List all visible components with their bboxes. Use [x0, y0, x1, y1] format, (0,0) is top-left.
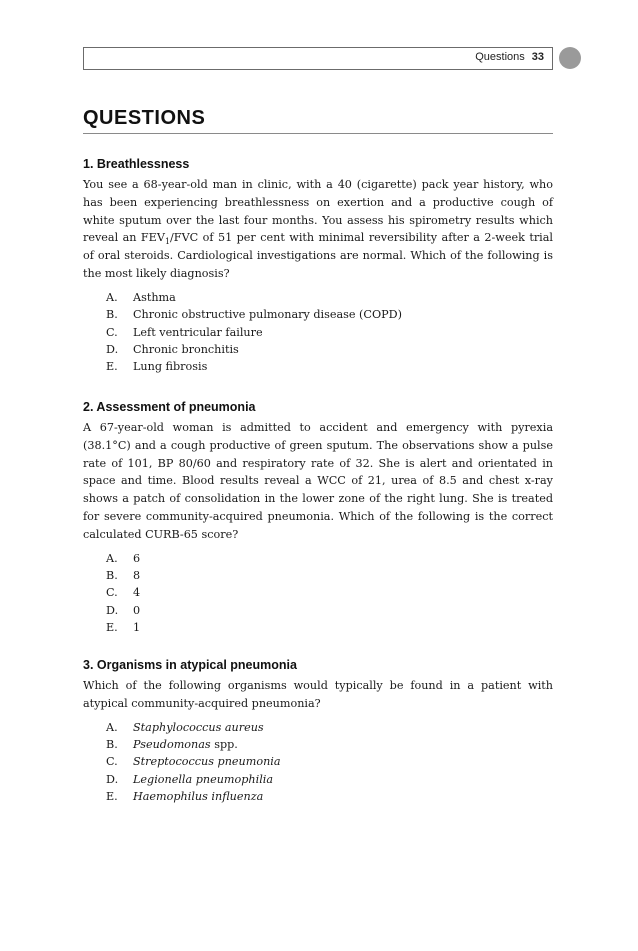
answer-option [106, 736, 553, 753]
header-circle-marker [559, 47, 581, 69]
question-stem-text: You see a 68-year-old man in clinic, with a 40 (cigarette) pack year history, who has been experiencing breathlessness on exertion and a productive cough of white sputum over the last four months. You assess his spirometry results which reveal an FEV [83, 178, 553, 245]
answer-option [106, 584, 553, 601]
option-letter: E. [106, 360, 118, 374]
running-header [83, 47, 553, 70]
answer-option [106, 771, 553, 788]
header-section-label: Questions [475, 51, 525, 63]
question-stem: A 67-year-old woman is admitted to accident and emergency with pyrexia (38.1°C) and a cough productive of green sputum. The observations show a pulse rate of 101, BP 80/60 and respiratory rate of 32. She is alert and orientated in space and time. Blood results reveal a WCC of 21, urea of 8.5 and chest x-ray shows a patch of consolidation in the lower zone of the right lung. She is treated for severe community-acquired pneumonia. Which of the following is the correct calculated CURB-65 score? [83, 421, 553, 541]
option-text: Legionella pneumophilia [133, 772, 274, 786]
option-letter: A. [106, 551, 118, 565]
answer-option [106, 619, 553, 636]
answer-option [106, 567, 553, 584]
question-3 [83, 657, 553, 806]
option-text: Haemophilus influenza [133, 790, 264, 804]
question-heading: 2. Assessment of pneumonia [83, 400, 256, 414]
question-1 [83, 156, 553, 376]
option-text-suffix: spp. [210, 738, 238, 751]
answer-option [106, 358, 553, 375]
option-letter: D. [106, 343, 119, 356]
option-letter: E. [106, 790, 118, 804]
option-letter: C. [106, 755, 118, 769]
answer-options [83, 289, 553, 376]
question-2 [83, 399, 553, 637]
question-heading: 3. Organisms in atypical pneumonia [83, 658, 297, 672]
option-letter: D. [106, 603, 119, 617]
option-text: Chronic obstructive pulmonary disease (COPD) [133, 308, 403, 322]
answer-option [106, 289, 553, 306]
answer-option [106, 341, 553, 358]
answer-option [106, 306, 553, 323]
option-text: 0 [133, 603, 141, 617]
option-letter: C. [106, 325, 118, 339]
answer-options [83, 719, 553, 806]
title-divider [83, 133, 553, 134]
option-text: Chronic bronchitis [133, 343, 239, 356]
answer-option [106, 753, 553, 770]
option-letter: A. [106, 290, 118, 304]
option-letter: B. [106, 308, 118, 322]
answer-option [106, 602, 553, 619]
answer-option [106, 324, 553, 341]
answer-option [106, 788, 553, 805]
answer-options [83, 550, 553, 637]
option-text: 1 [133, 621, 141, 635]
page-number: 33 [531, 51, 544, 63]
option-letter: A. [106, 720, 118, 734]
page-title: QUESTIONS [83, 107, 206, 129]
option-text: 4 [133, 586, 141, 600]
option-letter: D. [106, 772, 119, 786]
subscript: 1 [164, 237, 171, 247]
option-text: 8 [133, 568, 141, 582]
option-text: Asthma [133, 290, 176, 304]
option-letter: B. [106, 738, 118, 751]
question-stem: Which of the following organisms would typically be found in a patient with atypical community-acquired pneumonia? [83, 679, 553, 710]
option-letter: B. [106, 568, 118, 582]
option-text: Pseudomonas [133, 738, 211, 751]
answer-option [106, 719, 553, 736]
running-header-text [475, 51, 544, 63]
question-heading: 1. Breathlessness [83, 157, 190, 171]
question-stem [83, 176, 553, 283]
question-stem-text: /FVC of 51 per cent with minimal reversibility after a 2-week trial of oral steroids. Cardiological investigations are normal. Which of the following is the most likely diagnosis? [83, 231, 553, 280]
option-text: Left ventricular failure [133, 325, 263, 339]
option-text: 6 [133, 551, 141, 565]
option-text: Lung fibrosis [133, 360, 208, 374]
option-letter: C. [106, 586, 118, 600]
option-text: Streptococcus pneumonia [133, 755, 281, 769]
answer-option [106, 550, 553, 567]
option-letter: E. [106, 621, 118, 635]
option-text: Staphylococcus aureus [133, 720, 264, 734]
